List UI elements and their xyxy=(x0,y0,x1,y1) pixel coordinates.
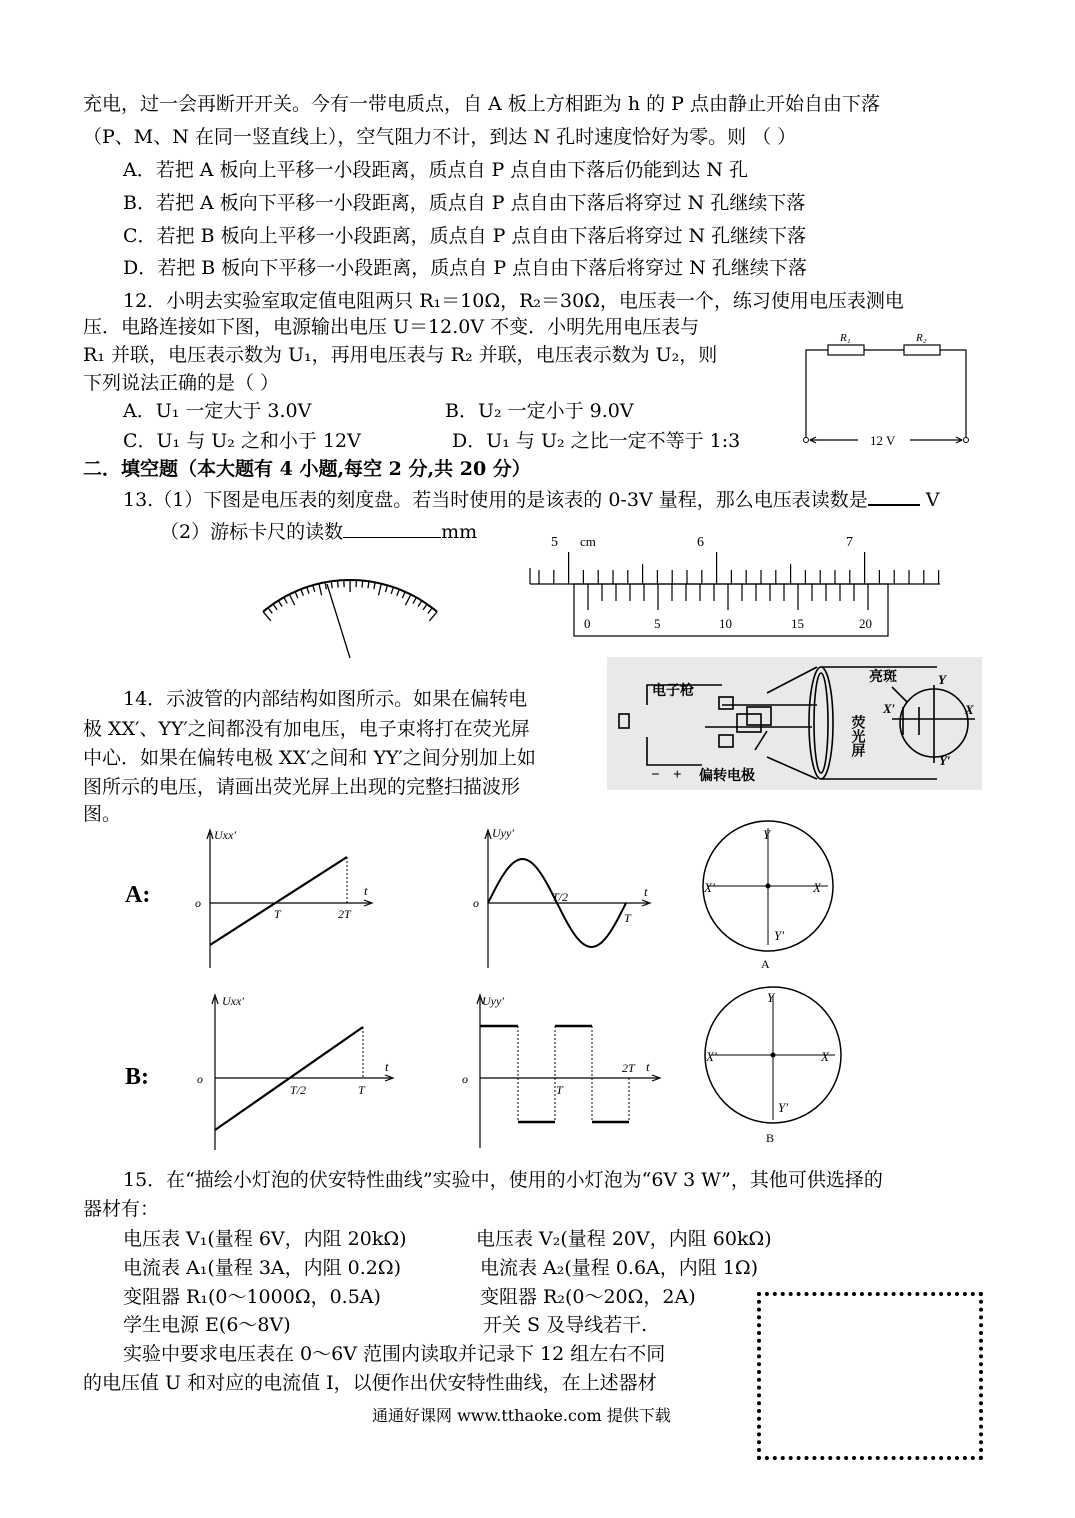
vernier-caliper xyxy=(520,530,950,640)
label-minus: − xyxy=(651,767,660,783)
dial-tick xyxy=(263,612,271,621)
label-y: Y xyxy=(938,672,946,687)
tick-label: 2T xyxy=(622,1061,635,1075)
dial-tick xyxy=(379,584,382,596)
unit: V xyxy=(925,489,940,511)
footer: 通通好课网 www.tthaoke.com 提供下载 xyxy=(372,1406,671,1425)
origin-label: o xyxy=(195,896,201,910)
section-heading: 二．填空题（本大题有 4 小题,每空 2 分,共 20 分） xyxy=(83,458,531,480)
question-13 xyxy=(123,488,939,512)
vernier-label: 5 xyxy=(654,616,661,631)
label-x-prime: X′ xyxy=(704,880,715,895)
option-d: D．若把 B 板向下平移一小段距离，质点自 P 点自由下落后将穿过 N 孔继续下落 xyxy=(123,257,807,279)
caliper-label: 6 xyxy=(697,535,704,550)
axis-label: Uyy′ xyxy=(492,826,514,840)
dial-tick xyxy=(331,581,332,588)
label-x-prime: X′ xyxy=(883,701,896,716)
label-x: X xyxy=(821,1049,829,1064)
dial-tick xyxy=(268,608,272,614)
label-y-prime: Y′ xyxy=(939,753,951,768)
question-15: 15．在“描绘小灯泡的伏安特性曲线”实验中，使用的小灯泡为“6V 3 W”，其他可供选择的 xyxy=(123,1169,883,1191)
q13-2-text: （2）游标卡尺的读数 xyxy=(160,521,344,543)
text-line: 下列说法正确的是（ ） xyxy=(83,372,280,394)
label-x-prime: X′ xyxy=(706,1049,717,1064)
dial-tick xyxy=(374,582,375,589)
option-b: B．若把 A 板向下平移一小段距离，质点自 P 点自由下落后将穿过 N 孔继续下落 xyxy=(123,192,806,214)
equipment: 开关 S 及导线若干. xyxy=(483,1314,648,1336)
voltmeter-dial xyxy=(230,540,470,675)
dial-tick xyxy=(368,581,369,588)
equipment: 电流表 A₁(量程 3A，内阻 0.2Ω) xyxy=(123,1257,402,1279)
axis-label: t xyxy=(646,1059,650,1074)
axis-label: t xyxy=(364,883,368,898)
label-bright-spot: 亮斑 xyxy=(869,670,897,685)
text-line: 图。 xyxy=(83,803,122,825)
vernier-label: 20 xyxy=(859,616,872,631)
answer-blank xyxy=(868,504,920,506)
dial-needle xyxy=(327,584,350,658)
question-14: 14．示波管的内部结构如图所示。如果在偏转电 xyxy=(123,688,528,710)
dial-tick xyxy=(319,584,322,596)
option-a: A．U₁ 一定大于 3.0V xyxy=(123,400,312,422)
row-label-a: A: xyxy=(125,882,151,908)
dial-tick xyxy=(273,604,277,610)
graph-a-uxx xyxy=(190,825,380,970)
origin-label: o xyxy=(473,896,479,910)
text-line: 充电，过一会再断开开关。今有一带电质点，自 A 板上方相距为 h 的 P 点由静止开始自由下落 xyxy=(83,93,880,115)
tick-label: T xyxy=(556,1083,563,1097)
dial-tick xyxy=(362,581,363,588)
label-plus: + xyxy=(673,767,682,783)
equipment: 电流表 A₂(量程 0.6A，内阻 1Ω) xyxy=(480,1257,759,1279)
screen-b xyxy=(703,985,848,1147)
axis-label: t xyxy=(644,884,648,899)
text-line: 实验中要求电压表在 0～6V 范围内读取并记录下 12 组左右不同 xyxy=(123,1343,666,1365)
equipment: 电压表 V₁(量程 6V，内阻 20kΩ) xyxy=(123,1228,407,1250)
text-line: 压．电路连接如下图，电源输出电压 U＝12.0V 不变．小明先用电压表与 xyxy=(83,316,700,338)
dial-tick xyxy=(423,604,427,610)
text-line: 器材有： xyxy=(83,1198,160,1220)
text-line: （P、M、N 在同一竖直线上），空气阻力不计，到达 N 孔时速度恰好为零。则 （ ） xyxy=(83,126,797,148)
source-label: 12 V xyxy=(870,433,896,448)
vernier-label: 10 xyxy=(719,616,732,631)
label-y: Y xyxy=(767,990,775,1005)
graph-b-uxx xyxy=(195,990,395,1150)
dial-tick xyxy=(405,594,410,605)
dial-tick xyxy=(289,594,294,605)
dial-tick xyxy=(429,612,437,621)
axis-label: Uxx′ xyxy=(214,828,236,842)
answer-blank xyxy=(343,537,441,538)
caliper-label: 5 xyxy=(551,535,558,550)
option-b: B．U₂ 一定小于 9.0V xyxy=(445,400,634,422)
text-line: 极 XX′、YY′之间都没有加电压，电子束将打在荧光屏 xyxy=(83,718,530,740)
caliper-unit: cm xyxy=(580,534,596,549)
origin-label: o xyxy=(462,1072,468,1086)
dial-tick xyxy=(385,585,387,592)
q13-text: 13.（1）下图是电压表的刻度盘。若当时使用的是该表的 0-3V 量程，那么电压表读数是 xyxy=(123,489,868,511)
axis-label: Uyy′ xyxy=(482,994,504,1008)
tick-label: T xyxy=(358,1083,365,1097)
dial-tick xyxy=(278,601,282,607)
equipment: 变阻器 R₁(0～1000Ω，0.5A) xyxy=(123,1286,381,1308)
tick-label: T/2 xyxy=(552,890,569,904)
r2-label: R₂ xyxy=(916,332,927,344)
vernier-label: 15 xyxy=(791,616,804,631)
label-y-prime: Y′ xyxy=(774,928,785,943)
tick-label: T/2 xyxy=(290,1083,307,1097)
caliper-label: 7 xyxy=(846,535,853,550)
circuit-diagram xyxy=(800,325,975,450)
dial-tick xyxy=(295,592,298,598)
dial-tick xyxy=(307,587,309,594)
equipment: 变阻器 R₂(0～20Ω，2A) xyxy=(480,1286,696,1308)
figure-caption: B xyxy=(766,1131,775,1145)
label-deflection-electrode: 偏转电极 xyxy=(699,769,755,784)
dial-tick xyxy=(428,608,432,614)
label-screen: 荧光屏 xyxy=(849,715,865,757)
graph-b-uyy xyxy=(462,990,662,1150)
option-a: A．若把 A 板向上平移一小段距离，质点自 P 点自由下落后仍能到达 N 孔 xyxy=(123,159,749,181)
dial-tick xyxy=(418,601,422,607)
r1-label: R₁ xyxy=(840,332,851,344)
equipment: 电压表 V₂(量程 20V，内阻 60kΩ) xyxy=(476,1228,772,1250)
text-line: 中心．如果在偏转电极 XX′之间和 YY′之间分别加上如 xyxy=(83,747,536,769)
origin-label: o xyxy=(197,1072,203,1086)
unit: mm xyxy=(441,521,478,543)
option-c: C．U₁ 与 U₂ 之和小于 12V xyxy=(123,430,361,452)
row-label-b: B: xyxy=(125,1064,149,1090)
option-d: D．U₁ 与 U₂ 之比一定不等于 1:3 xyxy=(452,430,741,452)
vernier-label: 0 xyxy=(584,616,591,631)
screen-a xyxy=(698,820,843,970)
dial-tick xyxy=(325,582,326,589)
label-y: Y xyxy=(763,827,771,842)
tick-label: 2T xyxy=(338,907,351,921)
tick-label: T xyxy=(274,907,281,921)
dial-tick xyxy=(402,592,405,598)
tick-label: T xyxy=(624,911,631,925)
label-electron-gun: 电子枪 xyxy=(652,684,694,699)
dial-tick xyxy=(397,589,400,596)
label-x: X xyxy=(965,702,974,717)
dial-tick xyxy=(391,587,393,594)
question-12: 12．小明去实验室取定值电阻两只 R₁＝10Ω，R₂＝30Ω，电压表一个，练习使用电压表测电 xyxy=(123,290,904,312)
text-line: 的电压值 U 和对应的电流值 I，以便作出伏安特性曲线，在上述器材 xyxy=(83,1372,657,1394)
graph-a-uyy xyxy=(468,825,658,970)
text-line: 图所示的电压，请画出荧光屏上出现的完整扫描波形 xyxy=(83,776,521,798)
dial-tick xyxy=(284,597,287,603)
dial-tick xyxy=(313,585,315,592)
oscilloscope-diagram xyxy=(607,657,982,790)
answer-box xyxy=(757,1292,983,1460)
axis-label: Uxx′ xyxy=(222,994,244,1008)
dial-tick xyxy=(338,581,339,588)
figure-caption: A xyxy=(761,957,770,971)
option-c: C．若把 B 板向上平移一小段距离，质点自 P 点自由下落后将穿过 N 孔继续下落 xyxy=(123,225,807,247)
axis-label: t xyxy=(385,1059,389,1074)
equipment: 学生电源 E(6～8V) xyxy=(123,1314,291,1336)
dial-tick xyxy=(413,597,416,603)
label-y-prime: Y′ xyxy=(778,1100,789,1115)
text-line: R₁ 并联，电压表示数为 U₁，再用电压表与 R₂ 并联，电压表示数为 U₂，则 xyxy=(83,344,718,366)
label-x: X xyxy=(813,880,821,895)
dial-tick xyxy=(301,589,304,596)
